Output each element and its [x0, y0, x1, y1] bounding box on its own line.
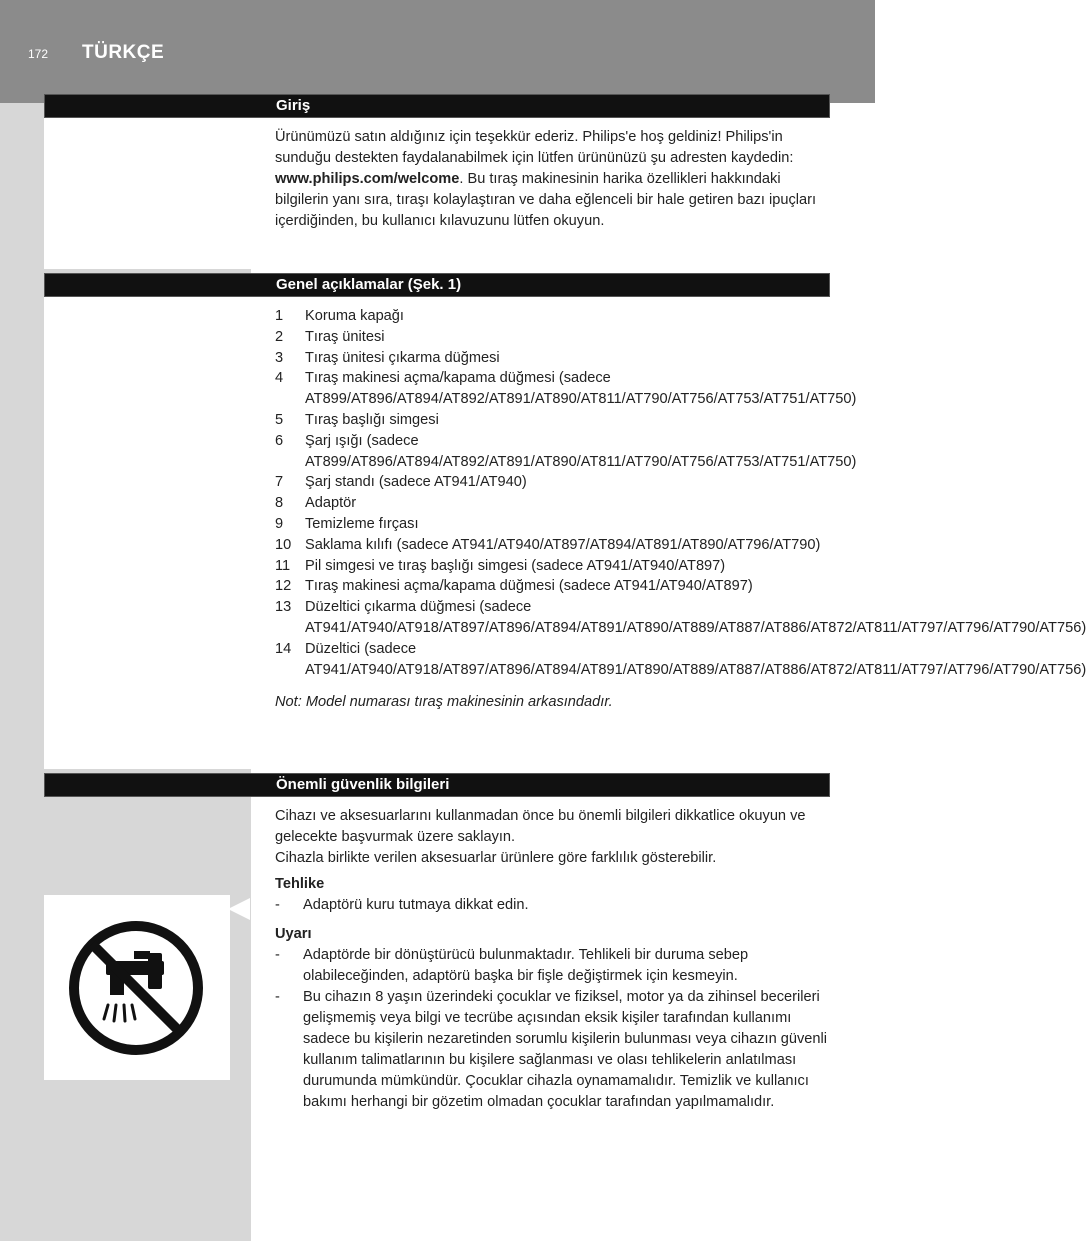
list-item-number: 2	[275, 328, 284, 345]
section-bar-general	[44, 273, 830, 297]
list-item-number: 8	[275, 495, 284, 512]
list-item-text: Şarj ışığı (sadece AT899/AT896/AT894/AT892/AT891/AT890/AT811/AT790/AT756/AT753/AT751/AT750)	[305, 432, 857, 470]
section-title-general: Genel açıklamalar (Şek. 1)	[276, 276, 462, 293]
list-item-number: 5	[275, 411, 284, 428]
section-bar-intro	[44, 94, 830, 118]
list-item	[275, 514, 831, 535]
list-item-number: 14	[275, 640, 292, 657]
list-item-text: Şarj standı (sadece AT941/AT940)	[305, 474, 527, 491]
list-item	[275, 597, 1086, 639]
list-item-text: Tıraş ünitesi	[305, 328, 385, 345]
intro-text	[275, 127, 831, 232]
list-item	[275, 639, 1086, 681]
list-item	[275, 431, 857, 473]
list-item-text: Saklama kılıfı (sadece AT941/AT940/AT897/AT894/AT891/AT890/AT796/AT790)	[305, 536, 821, 553]
list-item-number: 4	[275, 370, 284, 387]
parts-list	[275, 306, 1086, 680]
danger-heading: Tehlike	[275, 876, 325, 892]
list-item-text: Pil simgesi ve tıraş başlığı simgesi (sadece AT941/AT940/AT897)	[305, 557, 726, 574]
general-content	[275, 306, 1086, 713]
list-item-number: 12	[275, 578, 292, 595]
language-title: TÜRKÇE	[82, 42, 165, 63]
list-item-number: 6	[275, 432, 284, 449]
section-title-safety: Önemli güvenlik bilgileri	[276, 776, 450, 793]
list-item-text: Tıraş başlığı simgesi	[305, 411, 439, 428]
intro-text-after: . Bu tıraş makinesinin harika özellikleri hakkındaki bilgilerin yanı sıra, tıraşı kolaylaştıran ve daha eğlenceli bir hale getiren bazı ipuçları içerdiğinden, bu kullanıcı kılavuzunu lütfen okuyun.	[275, 171, 817, 229]
section-title-intro: Giriş	[276, 97, 311, 114]
dash-marker: -	[275, 947, 280, 963]
list-item	[275, 410, 831, 431]
dash-marker: -	[275, 897, 280, 913]
list-item-number: 9	[275, 515, 284, 532]
page-header	[0, 0, 875, 103]
list-item	[275, 576, 831, 597]
danger-item	[275, 895, 831, 916]
list-item	[275, 472, 831, 493]
warning-heading: Uyarı	[275, 926, 312, 942]
list-item-text: Koruma kapağı	[305, 308, 404, 324]
left-panel-intro	[44, 118, 251, 269]
list-item-number: 10	[275, 536, 292, 553]
warning-item	[275, 945, 831, 987]
warning-item-text: Bu cihazın 8 yaşın üzerindeki çocuklar ve fiziksel, motor ya da zihinsel becerileri gelişmemiş veya bilgi ve tecrübe açısından eksik kişiler tarafından kullanımı sadece bu kişilerin nezaretinden sorumlu kişilerin bulunması veya cihazın güvenli kullanım talimatlarının bu kişilere sağlanması ve olası tehlikelerin anlatılması durumunda mümkündür. Çocuklar cihazla oynamamalıdır. Temizlik ve kullanıcı bakımı herhangi bir gözetim olmadan çocuklar tarafından yapılmamalıdır.	[303, 989, 828, 1110]
safety-intro-1: Cihazı ve aksesuarlarını kullanmadan önce bu önemli bilgileri dikkatlice okuyun ve gelecekte başvurmak üzere saklayın.	[275, 808, 806, 845]
list-item	[275, 306, 831, 327]
safety-content	[275, 806, 831, 1113]
list-item	[275, 556, 831, 577]
section-bar-safety	[44, 773, 830, 797]
list-item-number: 7	[275, 474, 284, 491]
pictogram-pointer	[228, 898, 250, 920]
list-item	[275, 327, 831, 348]
list-item	[275, 493, 831, 514]
welcome-url[interactable]: www.philips.com/welcome	[275, 171, 460, 187]
dash-marker: -	[275, 989, 280, 1005]
model-note: Not: Model numarası tıraş makinesinin arkasındadır.	[275, 694, 613, 711]
list-item	[275, 535, 831, 556]
list-item-text: Tıraş ünitesi çıkarma düğmesi	[305, 349, 500, 366]
list-item	[275, 368, 857, 410]
list-item-text: Tıraş makinesi açma/kapama düğmesi (sadece AT941/AT940/AT897)	[305, 578, 753, 595]
list-item-number: 3	[275, 349, 284, 366]
list-item	[275, 348, 831, 369]
warning-item	[275, 987, 831, 1113]
danger-item-text: Adaptörü kuru tutmaya dikkat edin.	[303, 897, 529, 913]
list-item-text: Düzeltici (sadece AT941/AT940/AT918/AT897/AT896/AT894/AT891/AT890/AT889/AT887/AT886/AT872/AT811/AT797/AT796/AT790/AT756)	[305, 640, 1086, 678]
page-number: 172	[28, 47, 49, 61]
warning-pictogram-box	[44, 895, 230, 1080]
safety-intro-2: Cihazla birlikte verilen aksesuarlar ürünlere göre farklılık gösterebilir.	[275, 850, 717, 866]
intro-text-before: Ürünümüzü satın aldığınız için teşekkür ederiz. Philips'e hoş geldiniz! Philips'in sunduğu destekten faydalanabilmek için lütfen ürününüzü şu adresten kaydedin:	[275, 129, 794, 166]
list-item-number: 13	[275, 599, 292, 616]
list-item-number: 1	[275, 308, 284, 324]
list-item-text: Temizleme fırçası	[305, 515, 419, 532]
left-panel-general	[44, 297, 251, 769]
list-item-text: Düzeltici çıkarma düğmesi (sadece AT941/AT940/AT918/AT897/AT896/AT894/AT891/AT890/AT889/AT887/AT886/AT872/AT811/AT797/AT796/AT790/AT756)	[305, 599, 1086, 636]
list-item-text: Tıraş makinesi açma/kapama düğmesi (sadece AT899/AT896/AT894/AT892/AT891/AT890/AT811/AT790/AT756/AT753/AT751/AT750)	[305, 370, 857, 408]
list-item-text: Adaptör	[305, 495, 357, 512]
list-item-number: 11	[275, 557, 291, 574]
no-water-tap-icon	[44, 895, 230, 1080]
warning-item-text: Adaptörde bir dönüştürücü bulunmaktadır. Tehlikeli bir duruma sebep olabileceğinden, adaptörü başka bir fişle değiştirmek için kesmeyin.	[303, 947, 749, 984]
